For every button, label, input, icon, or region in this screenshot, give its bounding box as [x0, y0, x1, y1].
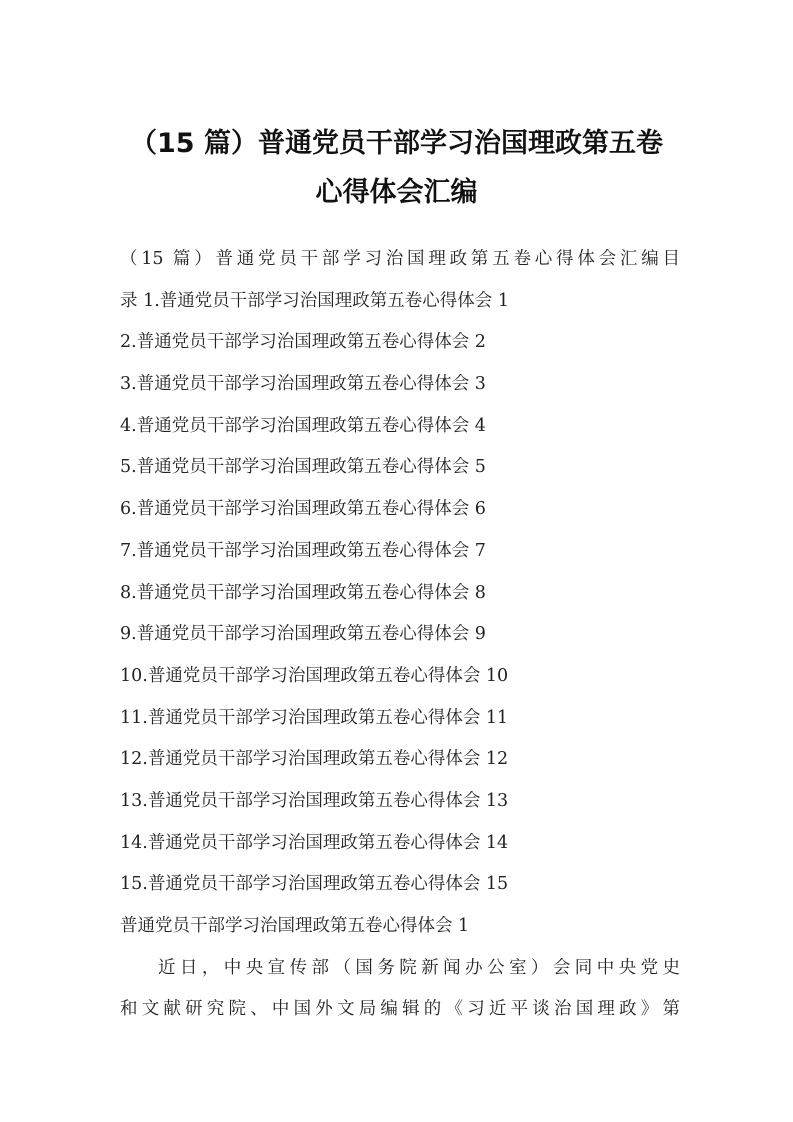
toc-item-11: 11.普通党员干部学习治国理政第五卷心得体会 11	[120, 707, 509, 728]
toc-item-5: 5.普通党员干部学习治国理政第五卷心得体会 5	[120, 457, 486, 478]
toc-item-2: 2.普通党员干部学习治国理政第五卷心得体会 2	[120, 332, 486, 353]
document-body	[120, 239, 680, 1031]
document-title-line-1: （15 篇）普通党员干部学习治国理政第五卷	[130, 128, 663, 159]
toc-item-13: 13.普通党员干部学习治国理政第五卷心得体会 13	[120, 790, 509, 811]
intro-line-1: （15 篇）普通党员干部学习治国理政第五卷心得体会汇编目	[120, 249, 680, 269]
toc-item-15: 15.普通党员干部学习治国理政第五卷心得体会 15	[120, 874, 509, 895]
toc-item-14: 14.普通党员干部学习治国理政第五卷心得体会 14	[120, 832, 509, 853]
toc-item-12: 12.普通党员干部学习治国理政第五卷心得体会 12	[120, 749, 509, 770]
toc-item-10: 10.普通党员干部学习治国理政第五卷心得体会 10	[120, 665, 509, 686]
toc-item-4: 4.普通党员干部学习治国理政第五卷心得体会 4	[120, 415, 486, 436]
document-title-line-2: 心得体会汇编	[315, 177, 478, 208]
toc-item-3: 3.普通党员干部学习治国理政第五卷心得体会 3	[120, 374, 486, 395]
section-heading: 普通党员干部学习治国理政第五卷心得体会 1	[120, 916, 470, 936]
toc-item-8: 8.普通党员干部学习治国理政第五卷心得体会 8	[120, 582, 486, 603]
toc-item-7: 7.普通党员干部学习治国理政第五卷心得体会 7	[120, 540, 486, 561]
toc-item-6: 6.普通党员干部学习治国理政第五卷心得体会 6	[120, 499, 486, 520]
paragraph-line-2: 和文献研究院、中国外文局编辑的《习近平谈治国理政》第	[120, 999, 680, 1020]
paragraph-line-1: 近日，中央宣传部（国务院新闻办公室）会同中央党史	[158, 957, 680, 978]
intro-line-2: 录 1.普通党员干部学习治国理政第五卷心得体会 1	[120, 290, 509, 311]
toc-item-9: 9.普通党员干部学习治国理政第五卷心得体会 9	[120, 624, 486, 645]
